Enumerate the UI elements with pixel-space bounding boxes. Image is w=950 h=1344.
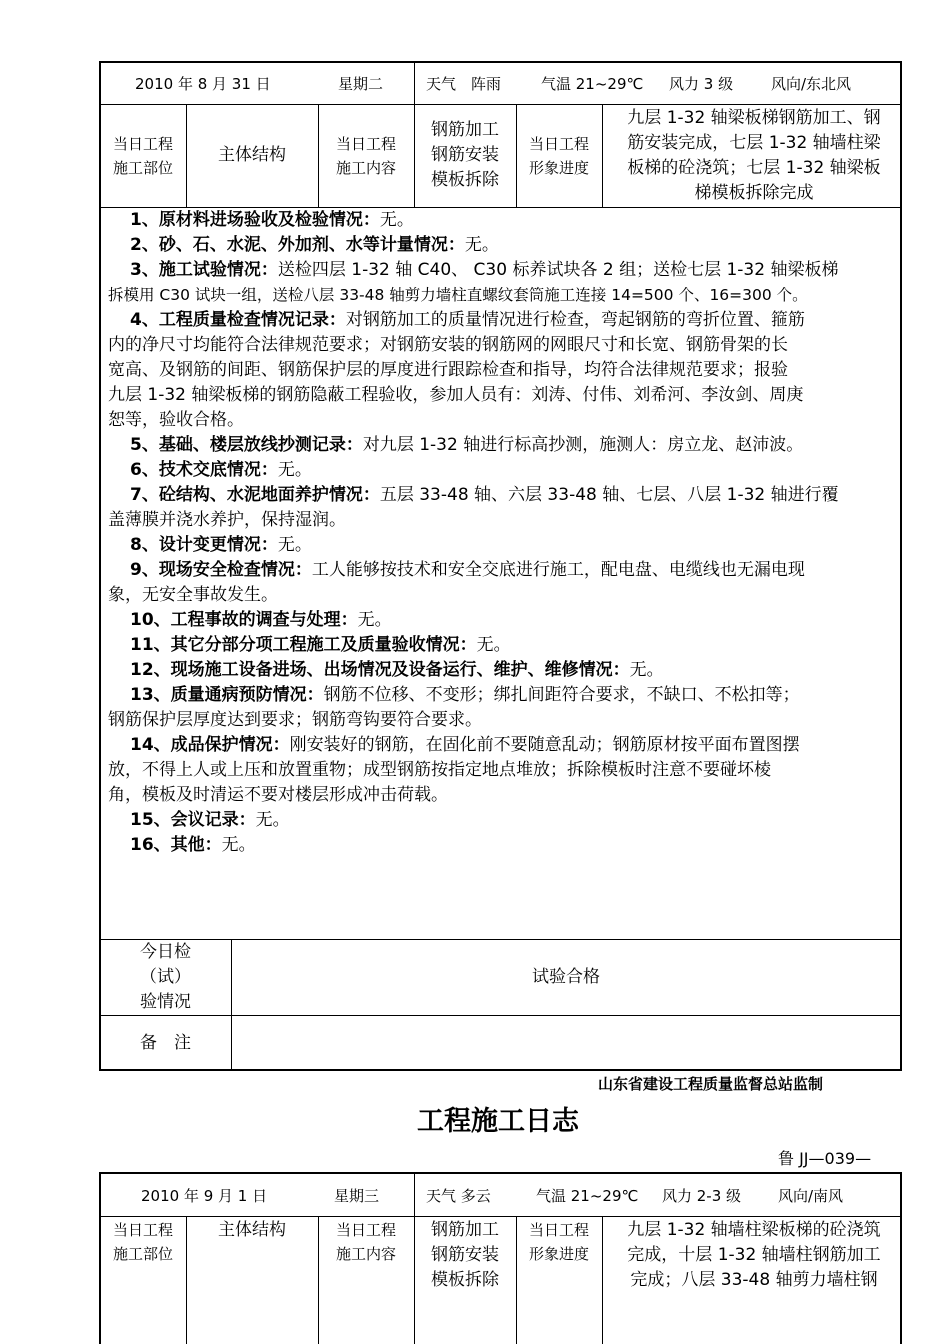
record-item-text: 宽高、及钢筋的间距、钢筋保护层的厚度进行跟踪检查和指导，均符合法律规范要求；报验 xyxy=(108,360,788,380)
page-title: 工程施工日志 xyxy=(417,1106,579,1137)
record-item-text: 象，无安全事故发生。 xyxy=(108,585,278,605)
record-item-line xyxy=(108,283,896,308)
record-item-text: 钢筋保护层厚度达到要求；钢筋弯钩要符合要求。 xyxy=(108,710,482,730)
log1-temperature: 气温 21~29℃ xyxy=(541,75,644,93)
record-item-text: 工人能够按技术和安全交底进行施工，配电盘、电缆线也无漏电现 xyxy=(311,560,805,580)
record-item-text: 钢筋不位移、不变形；绑扎间距符合要求，不缺口、不松扣等； xyxy=(323,685,800,705)
record-item-text: 内的净尺寸均能符合法律规范要求；对钢筋安装的钢筋网的网眼尺寸和长宽、钢筋骨架的长 xyxy=(108,335,788,355)
log1-progress-label: 当日工程 形象进度 xyxy=(528,134,589,177)
log2-content-label: 当日工程 施工内容 xyxy=(335,1221,396,1263)
log2-part-label: 当日工程 施工部位 xyxy=(112,1221,173,1263)
record-item-line xyxy=(108,208,918,233)
record-item-label: 4、工程质量检查情况记录： xyxy=(130,310,346,330)
record-item-line xyxy=(108,508,896,533)
record-item-text: 无。 xyxy=(255,810,290,830)
log2-progress-label: 当日工程 形象进度 xyxy=(528,1221,589,1263)
record-item-line xyxy=(108,758,896,783)
document-code: 鲁 JJ—039— xyxy=(778,1149,872,1168)
record-item-label: 1、原材料进场验收及检验情况： xyxy=(130,210,380,230)
log1-test-label: 今日检 （试） 验情况 xyxy=(140,941,191,1012)
record-item-line xyxy=(108,483,918,508)
log2-date: 2010 年 9 月 1 日 xyxy=(141,1187,268,1205)
record-item-text: 五层 33-48 轴、六层 33-48 轴、七层、八层 1-32 轴进行覆 xyxy=(379,485,839,505)
record-item-line xyxy=(108,383,896,408)
log1-part-value: 主体结构 xyxy=(218,145,286,165)
record-item-line xyxy=(108,608,918,633)
record-item-text: 无。 xyxy=(379,210,414,230)
record-item-text: 对钢筋加工的质量情况进行检查，弯起钢筋的弯折位置、箍筋 xyxy=(345,310,805,330)
record-item-label: 14、成品保护情况： xyxy=(130,735,290,755)
record-item-label: 15、会议记录： xyxy=(130,810,256,830)
record-item-label: 11、其它分部分项工程施工及质量验收情况： xyxy=(130,635,477,655)
record-item-text: 拆模用 C30 试块一组，送检八层 33-48 轴剪力墙柱直螺纹套筒施工连接 14=500 个、16=300 个。 xyxy=(108,286,808,304)
log2-weekday: 星期三 xyxy=(334,1187,380,1205)
record-item-line xyxy=(108,408,896,433)
record-item-text: 无。 xyxy=(221,835,256,855)
log2-wind-direction: 风向/南风 xyxy=(778,1187,844,1205)
record-item-text: 刚安装好的钢筋，在固化前不要随意乱动；钢筋原材按平面布置图摆 xyxy=(289,735,800,755)
record-item-text: 无。 xyxy=(464,235,499,255)
record-item-line xyxy=(108,258,918,283)
log1-weather: 天气 阵雨 xyxy=(426,75,502,93)
record-item-label: 12、现场施工设备进场、出场情况及设备运行、维护、维修情况： xyxy=(130,660,630,680)
record-item-label: 13、质量通病预防情况： xyxy=(130,685,324,705)
record-item-text: 无。 xyxy=(476,635,511,655)
log1-remark-label: 备 注 xyxy=(140,1032,191,1053)
record-item-text: 恕等，验收合格。 xyxy=(108,410,244,430)
record-item-line xyxy=(108,683,918,708)
log2-weather: 天气 多云 xyxy=(426,1187,491,1205)
record-item-line xyxy=(108,233,918,258)
record-item-line xyxy=(108,558,918,583)
log1-test-value: 试验合格 xyxy=(532,966,600,987)
record-item-line xyxy=(108,808,918,833)
record-item-text: 盖薄膜并浇水养护，保持湿润。 xyxy=(108,510,346,530)
record-item-text: 角，模板及时清运不要对楼层形成冲击荷载。 xyxy=(108,785,448,805)
log1-weekday: 星期二 xyxy=(338,75,384,93)
log1-part-label: 当日工程 施工部位 xyxy=(112,134,173,177)
record-item-text: 九层 1-32 轴梁板梯的钢筋隐蔽工程验收，参加人员有：刘涛、付伟、刘希河、李汝剑、周庚 xyxy=(108,385,804,405)
log1-date: 2010 年 8 月 31 日 xyxy=(135,75,271,93)
log2-progress-value: 九层 1-32 轴墙柱梁板梯的砼浇筑 完成，十层 1-32 轴墙柱钢筋加工 完成；八层 33-48 轴剪力墙柱钢 xyxy=(627,1220,881,1290)
record-item-text: 对九层 1-32 轴进行标高抄测，施测人：房立龙、赵沛波。 xyxy=(362,435,804,455)
record-item-text: 无。 xyxy=(629,660,664,680)
log1-content-value: 钢筋加工 钢筋安装 模板拆除 xyxy=(431,120,499,190)
record-item-line xyxy=(108,658,918,683)
log2-temperature: 气温 21~29℃ xyxy=(536,1187,639,1205)
record-item-label: 16、其他： xyxy=(130,835,222,855)
record-item-label: 2、砂、石、水泥、外加剂、水等计量情况： xyxy=(130,235,465,255)
record-item-line xyxy=(108,583,896,608)
record-item-label: 6、技术交底情况： xyxy=(130,460,278,480)
record-item-text: 无。 xyxy=(277,535,312,555)
record-item-line xyxy=(108,833,918,858)
record-item-line xyxy=(108,333,896,358)
log2-part-value: 主体结构 xyxy=(218,1220,286,1240)
log1-progress-value: 九层 1-32 轴梁板梯钢筋加工、钢 筋安装完成，七层 1-32 轴墙柱梁 板梯的砼浇筑；七层 1-32 轴梁板 梯模板拆除完成 xyxy=(627,108,881,203)
record-item-label: 8、设计变更情况： xyxy=(130,535,278,555)
record-item-line xyxy=(108,433,918,458)
record-item-label: 9、现场安全检查情况： xyxy=(130,560,312,580)
record-item-line xyxy=(108,733,918,758)
log2-content-value: 钢筋加工 钢筋安装 模板拆除 xyxy=(431,1220,499,1290)
record-item-line xyxy=(108,358,896,383)
record-item-line xyxy=(108,783,896,808)
record-item-label: 10、工程事故的调查与处理： xyxy=(130,610,358,630)
record-item-label: 7、砼结构、水泥地面养护情况： xyxy=(130,485,380,505)
record-item-line xyxy=(108,458,918,483)
log1-wind-force: 风力 3 级 xyxy=(669,75,734,93)
record-item-line xyxy=(108,308,918,333)
log1-wind-direction: 风向/东北风 xyxy=(771,75,852,93)
record-item-text: 放，不得上人或上压和放置重物；成型钢筋按指定地点堆放；拆除模板时注意不要碰坏棱 xyxy=(108,760,771,780)
record-item-text: 送检四层 1-32 轴 C40、 C30 标养试块各 2 组；送检七层 1-32 轴梁板梯 xyxy=(277,260,839,280)
log2-wind-force: 风力 2-3 级 xyxy=(662,1187,742,1205)
record-item-label: 3、施工试验情况： xyxy=(130,260,278,280)
record-item-label: 5、基础、楼层放线抄测记录： xyxy=(130,435,363,455)
record-item-text: 无。 xyxy=(357,610,392,630)
supervisor-org: 山东省建设工程质量监督总站监制 xyxy=(598,1075,824,1093)
log1-content-label: 当日工程 施工内容 xyxy=(335,134,396,177)
record-item-line xyxy=(108,633,918,658)
record-item-line xyxy=(108,708,896,733)
record-item-line xyxy=(108,533,918,558)
record-item-text: 无。 xyxy=(277,460,312,480)
log1-remark-value xyxy=(231,1015,901,1071)
